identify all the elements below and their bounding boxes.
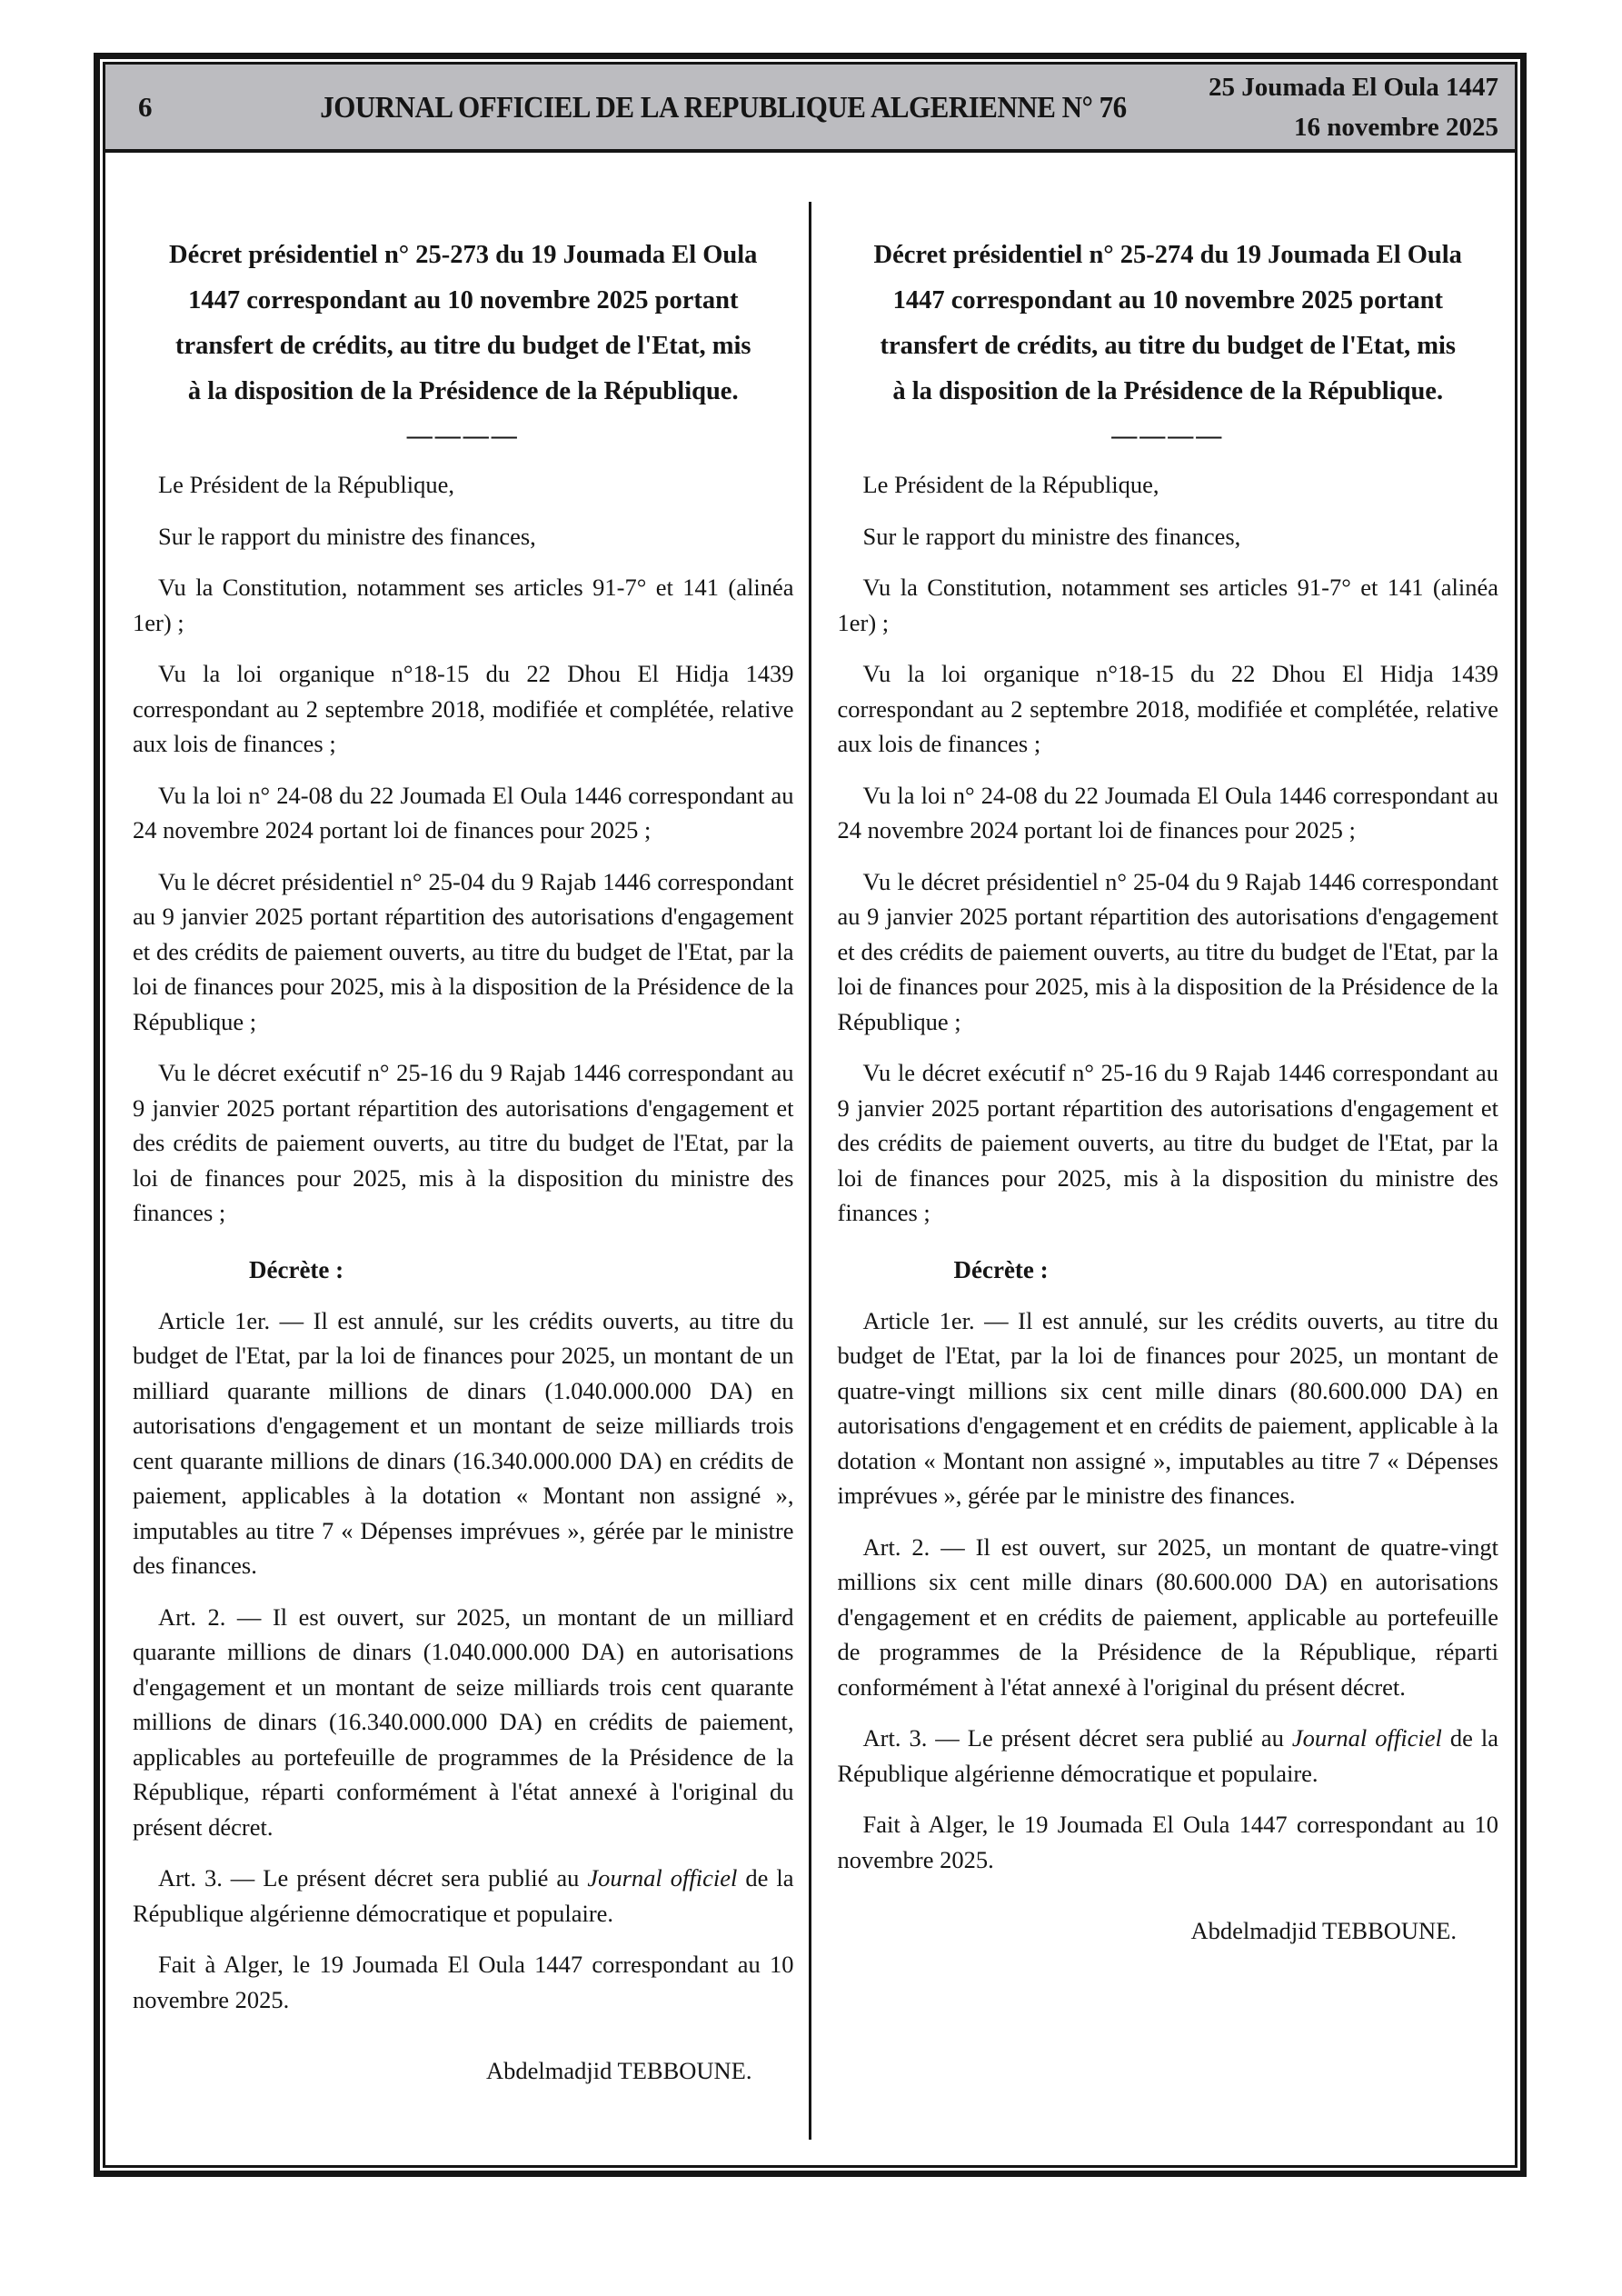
decree-title-line: 1447 correspondant au 10 novembre 2025 portant: [892, 286, 1443, 314]
date-gregorian: 16 novembre 2025: [1293, 112, 1498, 142]
issue-dates: [1209, 67, 1500, 147]
paragraph: Vu le décret présidentiel n° 25-04 du 9 Rajab 1446 correspondant au 9 janvier 2025 portant répartition des autorisations d'engagement et des crédits de paiement ouverts, au titre du budget de l'Etat, par la loi de finances pour 2025, mis à la disposition de la Présidence de la République ;: [133, 867, 794, 1035]
article-3-text: Art. 3. — Le présent décret sera publié au: [158, 1864, 588, 1892]
article-2: Art. 2. — Il est ouvert, sur 2025, un montant de un milliard quarante millions de dinars (1.040.000.000 DA) en autorisations d'engagement et un montant de seize milliards trois cent quarante millions de dinars (16.340.000.000 DA) en crédits de paiement, applicables au portefeuille de programmes de la Présidence de la République, réparti conformément à l'état annexé à l'original du présent décret.: [133, 1602, 794, 1841]
article-3-text: Art. 3. — Le présent décret sera publié au: [862, 1724, 1292, 1752]
page-number: 6: [138, 90, 153, 123]
paragraph: Vu la Constitution, notamment ses articles 91-7° et 141 (alinéa 1er) ;: [837, 574, 1498, 636]
paragraph: Vu la loi organique n°18-15 du 22 Dhou El Hidja 1439 correspondant au 2 septembre 2018, modifiée et complétée, relative aux lois de finances ;: [133, 660, 794, 757]
article-3: [133, 1861, 794, 1931]
column-divider: [809, 202, 811, 2140]
paragraph: Sur le rapport du ministre des finances,: [862, 522, 1241, 550]
decree-title: [838, 233, 1499, 414]
decree-title-line: transfert de crédits, au titre du budget de l'Etat, mis: [880, 332, 1457, 360]
article-2: Art. 2. — Il est ouvert, sur 2025, un montant de quatre-vingt millions six cent mille dinars (80.600.000 DA) en autorisations d'engagement et en crédits de paiement, applicable au portefeuille de programmes de la Présidence de la République, réparti conformément à l'état annexé à l'original du présent décret.: [837, 1532, 1498, 1701]
decree-columns: [105, 153, 1515, 2165]
page-frame-inner: [103, 62, 1518, 2168]
decrete-heading: Décrète :: [249, 1255, 344, 1283]
decree-title-line: à la disposition de la Présidence de la République.: [892, 377, 1444, 405]
fait-a-alger: Fait à Alger, le 19 Joumada El Oula 1447 correspondant au 10 novembre 2025.: [133, 1951, 794, 2013]
paragraph: Sur le rapport du ministre des finances,: [158, 522, 536, 550]
paragraph: Le Président de la République,: [158, 471, 455, 498]
title-separator: ————: [406, 422, 520, 450]
decree-25-273: [105, 153, 811, 2165]
article-3-text: de la République algérienne démocratique et populaire.: [837, 1724, 1498, 1787]
signature: Abdelmadjid TEBBOUNE.: [1190, 1917, 1457, 1944]
decree-title-line: à la disposition de la Présidence de la République.: [187, 377, 739, 405]
signature: Abdelmadjid TEBBOUNE.: [486, 2057, 752, 2084]
paragraph: Vu la loi organique n°18-15 du 22 Dhou El Hidja 1439 correspondant au 2 septembre 2018, modifiée et complétée, relative aux lois de finances ;: [837, 660, 1498, 757]
article-3: [838, 1721, 1499, 1791]
decree-25-274: [811, 153, 1516, 2165]
page-frame: [94, 53, 1527, 2177]
decree-title: [133, 233, 794, 414]
fait-a-alger: Fait à Alger, le 19 Joumada El Oula 1447 correspondant au 10 novembre 2025.: [837, 1811, 1498, 1873]
paragraph: Vu le décret présidentiel n° 25-04 du 9 Rajab 1446 correspondant au 9 janvier 2025 portant répartition des autorisations d'engagement et des crédits de paiement ouverts, au titre du budget de l'Etat, par la loi de finances pour 2025, mis à la disposition de la Présidence de la République ;: [837, 867, 1498, 1035]
decree-title-line: transfert de crédits, au titre du budget de l'Etat, mis: [174, 332, 751, 360]
paragraph: Le Président de la République,: [862, 471, 1159, 498]
paragraph: Vu le décret exécutif n° 25-16 du 9 Rajab 1446 correspondant au 9 janvier 2025 portant répartition des autorisations d'engagement et des crédits de paiement ouverts, au titre du budget de l'Etat, par la loi de finances pour 2025, mis à la disposition du ministre des finances ;: [837, 1059, 1498, 1226]
journal-title: JOURNAL OFFICIEL DE LA REPUBLIQUE ALGERIENNE N° 76: [320, 88, 1127, 125]
paragraph: Vu la Constitution, notamment ses articles 91-7° et 141 (alinéa 1er) ;: [133, 574, 794, 636]
article-3-text: de la République algérienne démocratique et populaire.: [133, 1864, 794, 1927]
journal-officiel-italic: Journal officiel: [587, 1864, 738, 1892]
decree-title-line: Décret présidentiel n° 25-273 du 19 Joumada El Oula: [169, 241, 758, 269]
date-hijri: 25 Joumada El Oula 1447: [1208, 72, 1498, 102]
paragraph: Vu la loi n° 24-08 du 22 Joumada El Oula 1446 correspondant au 24 novembre 2024 portant loi de finances pour 2025 ;: [837, 781, 1498, 844]
masthead: [105, 65, 1515, 153]
article-1: Article 1er. — Il est annulé, sur les crédits ouverts, au titre du budget de l'Etat, par la loi de finances pour 2025, un montant de un milliard quarante millions de dinars (1.040.000.000 DA) en autorisations d'engagement et un montant de seize milliards trois cent quarante millions de dinars (16.340.000.000 DA) en crédits de paiement, applicables à la dotation « Montant non assigné », imputables au titre 7 « Dépenses imprévues », gérée par le ministre des finances.: [133, 1306, 794, 1579]
decree-title-line: Décret présidentiel n° 25-274 du 19 Joumada El Oula: [873, 241, 1462, 269]
paragraph: Vu la loi n° 24-08 du 22 Joumada El Oula 1446 correspondant au 24 novembre 2024 portant loi de finances pour 2025 ;: [133, 781, 794, 844]
article-1: Article 1er. — Il est annulé, sur les crédits ouverts, au titre du budget de l'Etat, par la loi de finances pour 2025, un montant de quatre-vingt millions six cent mille dinars (80.600.000 DA) en autorisations d'engagement et en crédits de paiement, applicable à la dotation « Montant non assigné », imputables au titre 7 « Dépenses imprévues », gérée par le ministre des finances.: [837, 1306, 1498, 1509]
paragraph: Vu le décret exécutif n° 25-16 du 9 Rajab 1446 correspondant au 9 janvier 2025 portant répartition des autorisations d'engagement et des crédits de paiement ouverts, au titre du budget de l'Etat, par la loi de finances pour 2025, mis à la disposition du ministre des finances ;: [133, 1059, 794, 1226]
decree-title-line: 1447 correspondant au 10 novembre 2025 portant: [188, 286, 739, 314]
journal-officiel-italic: Journal officiel: [1291, 1724, 1442, 1752]
title-separator: ————: [1111, 422, 1225, 450]
decrete-heading: Décrète :: [953, 1255, 1049, 1283]
